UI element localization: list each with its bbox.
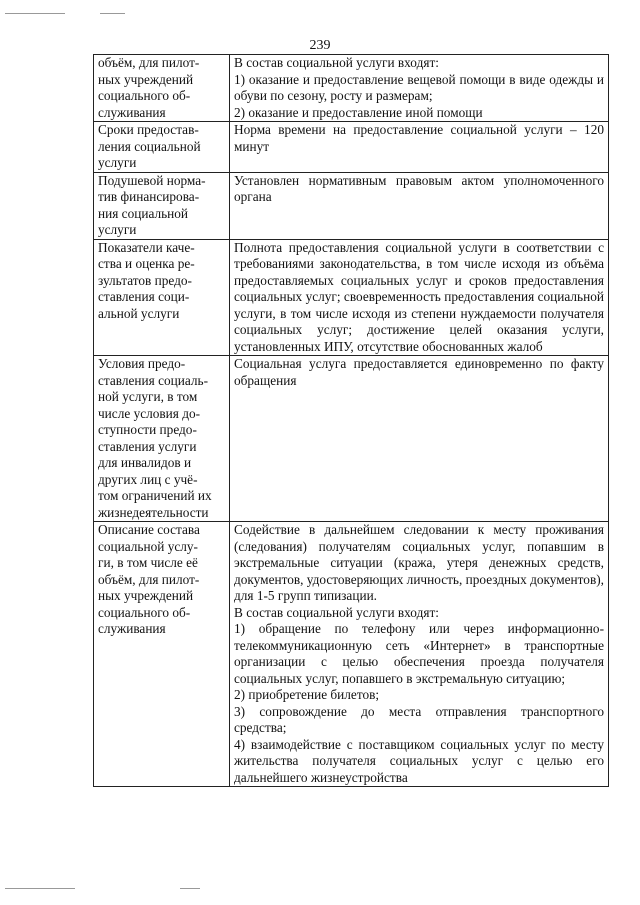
table-row (94, 522, 609, 787)
row-content-cell (230, 122, 609, 173)
row-label-line: ставления услуги (98, 438, 197, 454)
row-content-paragraph: 1) оказание и предоставление вещевой помощи в виде одежды и обуви по сезону, росту и размерам; (234, 71, 604, 103)
row-label-line: Показатели каче- (98, 239, 195, 255)
scan-mark (5, 13, 65, 14)
scan-mark (180, 888, 200, 889)
row-content-cell (230, 172, 609, 239)
table-row (94, 122, 609, 173)
table-row (94, 172, 609, 239)
row-content-paragraph: 2) приобретение билетов; (234, 687, 380, 702)
row-content-paragraph: Установлен нормативным правовым актом уполномоченного органа (234, 172, 604, 204)
table-row (94, 356, 609, 522)
row-label-cell (94, 55, 230, 122)
row-label-line: Описание состава (98, 522, 200, 537)
table-row (94, 239, 609, 356)
row-content-cell (230, 55, 609, 122)
row-content-paragraph: Полнота предоставления социальной услуги в соответствии с требованиями законодательства, в том числе исходя из объёма предоставляемых социальных услуг и сроков предоставления социальных услуг; своевременность предоставления социальной услуги, в том числе исходя из степени нуждаемости получателя социальных услуг; достижение целей оказания услуги, установленных ИПУ, отсутствие обоснованных жалоб (234, 239, 604, 354)
row-label-line: служивания (98, 621, 166, 636)
scan-mark (5, 888, 75, 889)
row-content-cell (230, 239, 609, 356)
row-label-line: ставления социаль- (98, 372, 209, 388)
row-label-line: ства и оценка ре- (98, 256, 195, 271)
row-content-cell (230, 356, 609, 522)
row-content-paragraph: 2) оказание и предоставление иной помощи (234, 104, 483, 120)
row-content-paragraph: Содействие в дальнейшем следовании к месту проживания (следования) получателям социальных услуг, попавшим в экстремальные ситуации (кража, утеря денежных средств, документов, удостоверяющих личность, проездных документов), для 1-5 групп типизации. (234, 522, 604, 603)
service-table (93, 54, 609, 787)
row-content-paragraph: 4) взаимодействие с поставщиком социальных услуг по месту жительства получателя социальных услуг с целью его дальнейшего жизнеустройства (234, 736, 604, 785)
row-content-paragraph: В состав социальной услуги входят: (234, 604, 439, 620)
row-label-line: ния социальной (98, 205, 189, 221)
row-label-line: других лиц с учё- (98, 471, 198, 487)
row-content-paragraph: 1) обращение по телефону или через информационно-телекоммуникационную сеть «Интернет» в транспортные организации с целью обеспечения проезда получателя социальных услуг, попавшего в экстремальную ситуацию; (234, 621, 604, 686)
row-label-line: Сроки предостав- (98, 122, 199, 137)
row-label-line: ления социальной (98, 138, 201, 154)
row-label-line: тив финансирова- (98, 189, 200, 204)
row-content-paragraph: Социальная услуга предоставляется единовременно по факту обращения (234, 356, 604, 388)
row-label-line: социальной услу- (98, 538, 198, 554)
row-label-line: объём, для пилот- (98, 55, 200, 70)
row-label-line: зультатов предо- (98, 272, 192, 288)
row-label-line: объём, для пилот- (98, 571, 200, 587)
row-label-line: альной услуги (98, 305, 180, 321)
row-label-cell (94, 356, 230, 522)
row-label-line: ных учреждений (98, 588, 194, 603)
row-label-cell (94, 122, 230, 173)
row-label-line: ных учреждений (98, 71, 194, 87)
row-label-cell (94, 522, 230, 787)
row-label-line: для инвалидов и (98, 455, 192, 470)
row-label-line: жизнедеятельности (98, 504, 209, 520)
row-label-line: Условия предо- (98, 356, 186, 371)
row-label-line: ги, в том числе её (98, 555, 198, 570)
row-label-line: услуги (98, 155, 137, 170)
row-label-line: ной услуги, в том (98, 389, 198, 404)
row-label-line: Подушевой норма- (98, 172, 206, 188)
row-label-line: числе условия до- (98, 405, 201, 421)
row-content-paragraph: 3) сопровождение до места отправления транспортного средства; (234, 703, 604, 735)
row-label-line: социального об- (98, 604, 191, 620)
row-label-line: ставления соци- (98, 289, 190, 304)
row-label-line: услуги (98, 222, 137, 237)
page-number: 239 (309, 38, 331, 53)
row-label-line: служивания (98, 104, 166, 120)
row-content-paragraph: В состав социальной услуги входят: (234, 55, 439, 70)
row-content-paragraph: Норма времени на предоставление социальной услуги – 120 минут (234, 122, 604, 154)
scan-mark (100, 13, 125, 14)
row-label-line: ступности предо- (98, 422, 197, 437)
row-content-cell (230, 522, 609, 787)
row-label-line: том ограничений их (98, 488, 212, 503)
row-label-line: социального об- (98, 88, 191, 103)
table-row (94, 55, 609, 122)
row-label-cell (94, 239, 230, 356)
row-label-cell (94, 172, 230, 239)
